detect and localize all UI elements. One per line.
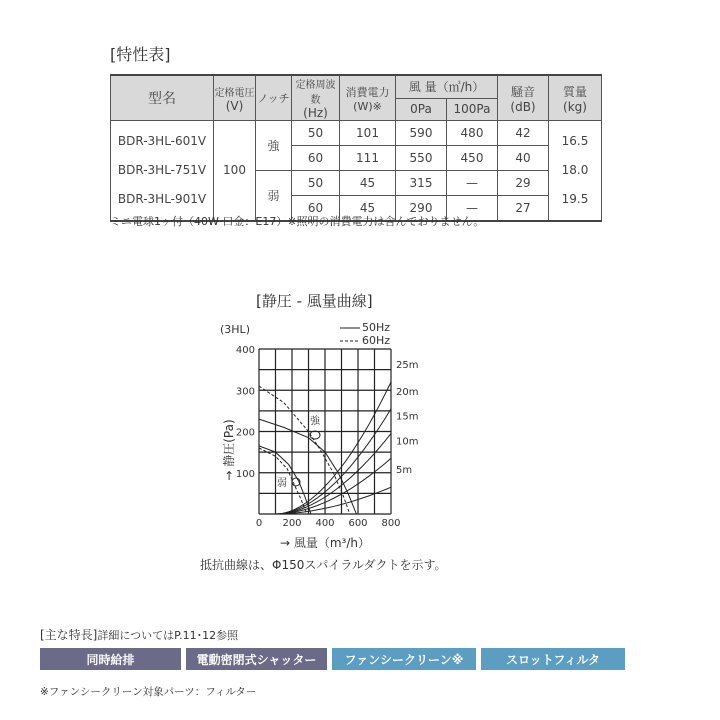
x-tick-label: 600 [348, 518, 368, 529]
mass-list: 16.5 18.0 19.5 [549, 121, 602, 221]
cell: 590 [396, 121, 447, 146]
annotation-loop [310, 431, 320, 439]
model-list: BDR-3HL-601V BDR-3HL-751V BDR-3HL-901V [111, 121, 214, 221]
th-mass: 質量 (kg) [549, 75, 602, 121]
th-power: 消費電力 (W)※ [340, 75, 396, 121]
voltage-cell: 100 [214, 121, 256, 221]
cell: 29 [498, 171, 549, 196]
th-100pa: 100Pa [447, 98, 498, 120]
cell: 50 [292, 121, 340, 146]
notch-weak: 弱 [256, 171, 292, 221]
x-axis-label: → 風量（m³/h） [279, 536, 371, 550]
cell: 450 [447, 146, 498, 171]
cell: 480 [447, 121, 498, 146]
x-tick-label: 400 [315, 518, 335, 529]
spec-note: ミニ電球1ヶ付（40W 口金：E17）※照明の消費電力は含んでおりません。 [110, 215, 485, 228]
cell: 315 [396, 171, 447, 196]
notch-strong: 強 [256, 121, 292, 171]
y-tick-label: 100 [235, 468, 255, 480]
cell: 45 [340, 196, 396, 221]
cell: 550 [396, 146, 447, 171]
th-voltage: 定格電圧 (V) [214, 75, 256, 121]
cell: 111 [340, 146, 396, 171]
chart-title: [静圧 - 風量曲線] [256, 292, 373, 310]
cell: 40 [498, 146, 549, 171]
th-0pa: 0Pa [396, 98, 447, 120]
cell: 101 [340, 121, 396, 146]
model-label: (3HL) [220, 323, 250, 336]
x-tick-label: 0 [255, 518, 263, 529]
annotation-weak: 弱 [277, 478, 287, 489]
duct-label: 20m [396, 386, 419, 398]
cell: 60 [292, 146, 340, 171]
th-notch: ノッチ [256, 75, 292, 121]
cell: 27 [498, 196, 549, 221]
x-tick-label: 200 [282, 518, 302, 529]
spec-title: [特性表] [110, 45, 171, 64]
duct-label: 15m [396, 411, 419, 423]
cell: 290 [396, 196, 447, 221]
y-tick-label: 300 [235, 386, 255, 398]
feature-badge-simultaneous: 同時給排 [40, 648, 181, 670]
feature-badge-fancy-clean: ファンシークリーン※ [332, 648, 476, 670]
y-tick-label: 200 [235, 427, 255, 439]
th-model: 型名 [111, 75, 214, 121]
feature-badge-shutter: 電動密閉式シャッター [186, 648, 327, 670]
duct-label: 25m [396, 360, 419, 371]
th-freq: 定格周波数 (Hz) [292, 75, 340, 121]
annotation-strong: 強 [310, 416, 320, 427]
feature-badge-slot-filter: スロットフィルタ [481, 648, 625, 670]
y-axis-label: → 静圧(Pa) [222, 419, 236, 481]
duct-label: 5m [396, 465, 413, 477]
legend-label: 60Hz [362, 334, 391, 347]
x-tick-label: 800 [381, 518, 401, 529]
cell: 60 [292, 196, 340, 221]
chart-caption: 抵抗曲線は、Φ150スパイラルダクトを示す。 [200, 558, 447, 572]
cell: 50 [292, 171, 340, 196]
features-footnote: ※ファンシークリーン対象パーツ：フィルター [40, 686, 257, 698]
cell: — [447, 171, 498, 196]
cell: 42 [498, 121, 549, 146]
y-tick-label: 400 [235, 345, 255, 356]
th-airflow: 風 量（㎥/h） [396, 75, 498, 98]
cell: 45 [340, 171, 396, 196]
cell: — [447, 196, 498, 221]
duct-label: 10m [396, 436, 419, 448]
legend-label: 50Hz [362, 321, 391, 334]
features-heading: [主な特長]詳細についてはP.11･12参照 [40, 628, 239, 642]
th-noise: 騒音 (dB) [498, 75, 549, 121]
